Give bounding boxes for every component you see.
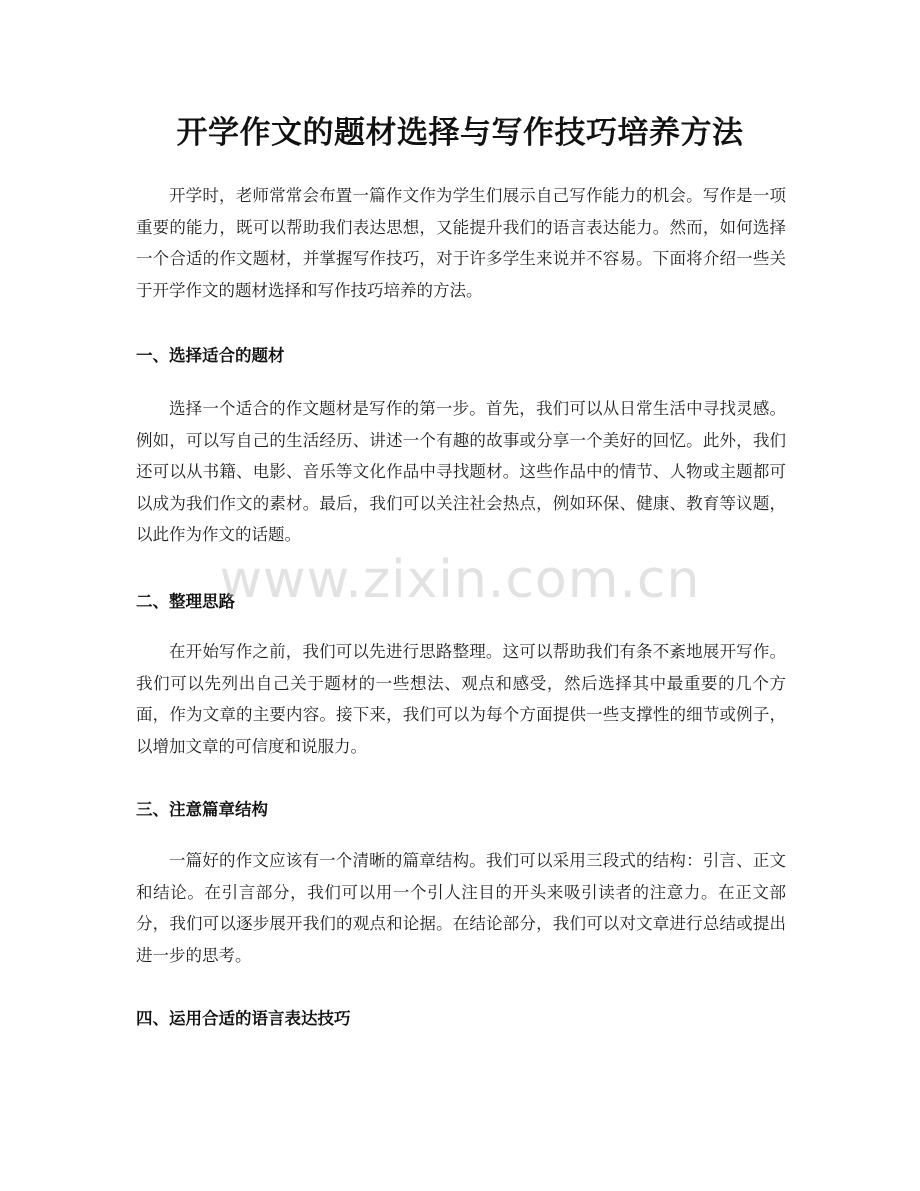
section-heading-2: 二、整理思路 bbox=[136, 592, 235, 611]
page-title: 开学作文的题材选择与写作技巧培养方法 bbox=[176, 115, 744, 151]
watermark-text: www.zixin.com.cn bbox=[219, 550, 701, 610]
section-heading-1: 一、选择适合的题材 bbox=[136, 346, 285, 365]
section-heading-3: 三、注意篇章结构 bbox=[136, 800, 268, 819]
section-body-1: 选择一个适合的作文题材是写作的第一步。首先，我们可以从日常生活中寻找灵感。例如，可以写自己的生活经历、讲述一个有趣的故事或分享一个美好的回忆。此外，我们还可以从书籍、电影、音乐等文化作品中寻找题材。这些作品中的情节、人物或主题都可以成为我们作文的素材。最后，我们可以关注社会热点，例如环保、健康、教育等议题，以此作为作文的话题。 bbox=[136, 399, 786, 544]
section-heading-4: 四、运用合适的语言表达技巧 bbox=[136, 1009, 351, 1028]
section-body-2: 在开始写作之前，我们可以先进行思路整理。这可以帮助我们有条不紊地展开写作。我们可以先列出自己关于题材的一些想法、观点和感受，然后选择其中最重要的几个方面，作为文章的主要内容。接下来，我们可以为每个方面提供一些支撑性的细节或例子，以增加文章的可信度和说服力。 bbox=[136, 642, 786, 756]
intro-paragraph: 开学时，老师常常会布置一篇作文作为学生们展示自己写作能力的机会。写作是一项重要的能力，既可以帮助我们表达思想，又能提升我们的语言表达能力。然而，如何选择一个合适的作文题材，并掌握写作技巧，对于许多学生来说并不容易。下面将介绍一些关于开学作文的题材选择和写作技巧培养的方法。 bbox=[136, 186, 786, 300]
section-body-3: 一篇好的作文应该有一个清晰的篇章结构。我们可以采用三段式的结构：引言、正文和结论。在引言部分，我们可以用一个引人注目的开头来吸引读者的注意力。在正文部分，我们可以逐步展开我们的观点和论据。在结论部分，我们可以对文章进行总结或提出进一步的思考。 bbox=[136, 851, 786, 965]
